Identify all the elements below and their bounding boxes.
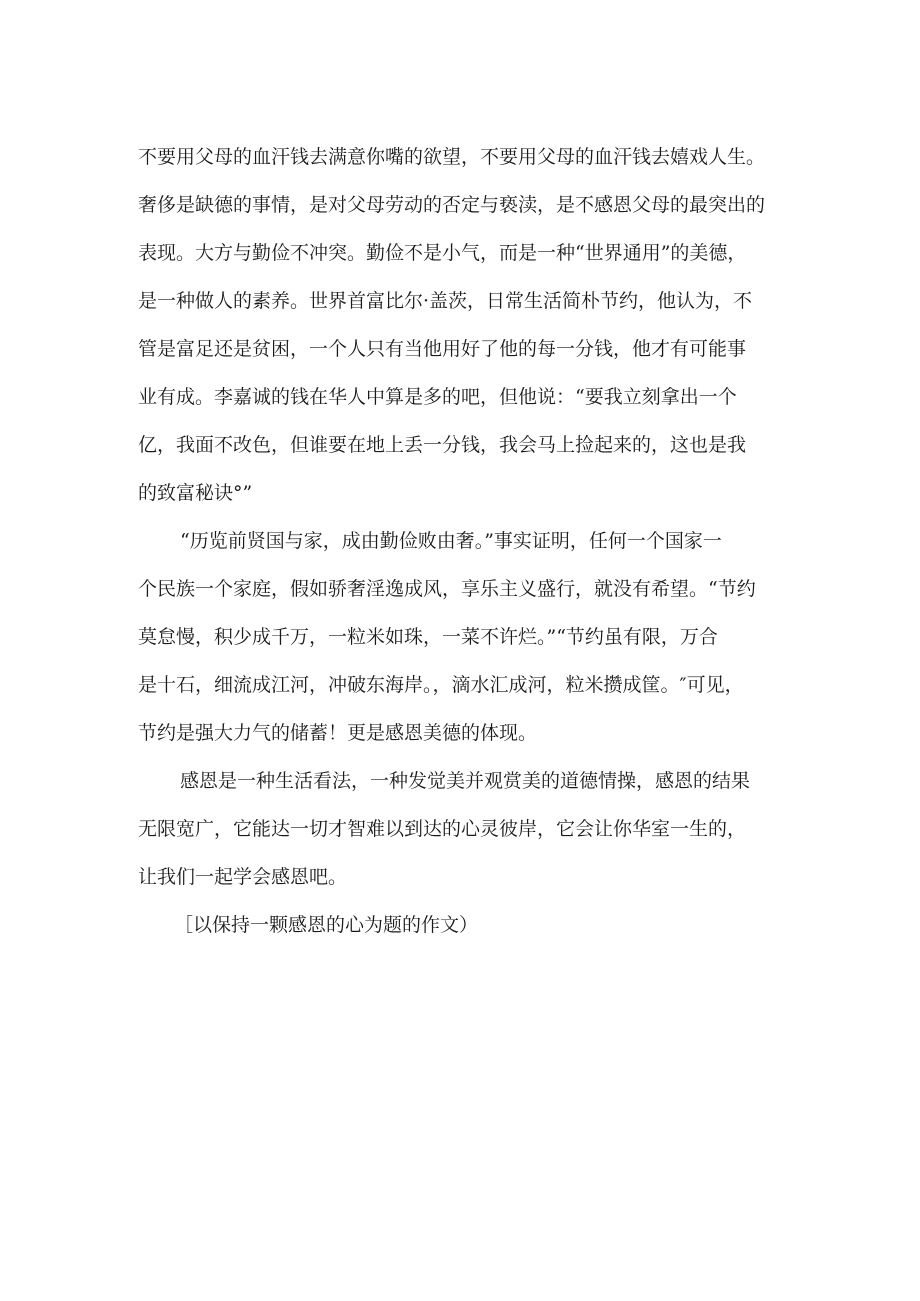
- essay-body: [138, 133, 798, 949]
- text-line: 个民族一个家庭，假如骄奢淫逸成风，享乐主义盛行，就没有希望。“节约: [138, 578, 756, 600]
- paragraph-thrift-and-gratitude: [138, 133, 798, 517]
- text-line: 不要用父母的血汗钱去满意你嘴的欲望，不要用父母的血汗钱去嬉戏人生。: [138, 146, 766, 168]
- text-line: 管是富足还是贫困，一个人只有当他用好了他的每一分钱，他才有可能事: [138, 338, 747, 360]
- text-line: 节约是强大力气的储蓄！更是感恩美德的体现。: [138, 722, 538, 744]
- text-line: 无限宽广，它能达一切才智难以到达的心灵彼岸，它会让你华室一生的，: [138, 818, 747, 840]
- paragraph-frugality-quotes: [138, 517, 798, 757]
- text-line: 是一种做人的素养。世界首富比尔·盖茨，日常生活简朴节约，他认为，不: [138, 290, 753, 312]
- text-line: 表现。大方与勤俭不冲突。勤俭不是小气，而是一种“世界通用”的美德，: [138, 242, 747, 264]
- text-line: 莫怠慢，积少成千万，一粒米如珠，一菜不许烂。”“节约虽有限，万合: [138, 626, 718, 648]
- text-line: 的致富秘诀°”: [138, 482, 253, 504]
- text-line: 奢侈是缺德的事情，是对父母劳动的否定与亵渎，是不感恩父母的最突出的: [138, 194, 766, 216]
- text-line: 让我们一起学会感恩吧。: [138, 866, 348, 888]
- paragraph-conclusion: [138, 757, 798, 901]
- text-line: “历览前贤国与家，成由勤俭败由奢。”事实证明，任何一个国家一: [180, 530, 722, 552]
- text-line: 业有成。李嘉诚的钱在华人中算是多的吧，但他说：“要我立刻拿出一个: [138, 386, 737, 408]
- text-line: 亿，我面不改色，但谁要在地上丢一分钱，我会马上捡起来的，这也是我: [138, 434, 747, 456]
- essay-title-note: ［以保持一颗感恩的心为题的作文）: [174, 914, 479, 936]
- text-line: 感恩是一种生活看法，一种发觉美并观赏美的道德情操，感恩的结果: [180, 770, 751, 792]
- text-line: 是十石，细流成江河，冲破东海岸。，滴水汇成河，粒米攒成筐。″可见，: [138, 674, 744, 696]
